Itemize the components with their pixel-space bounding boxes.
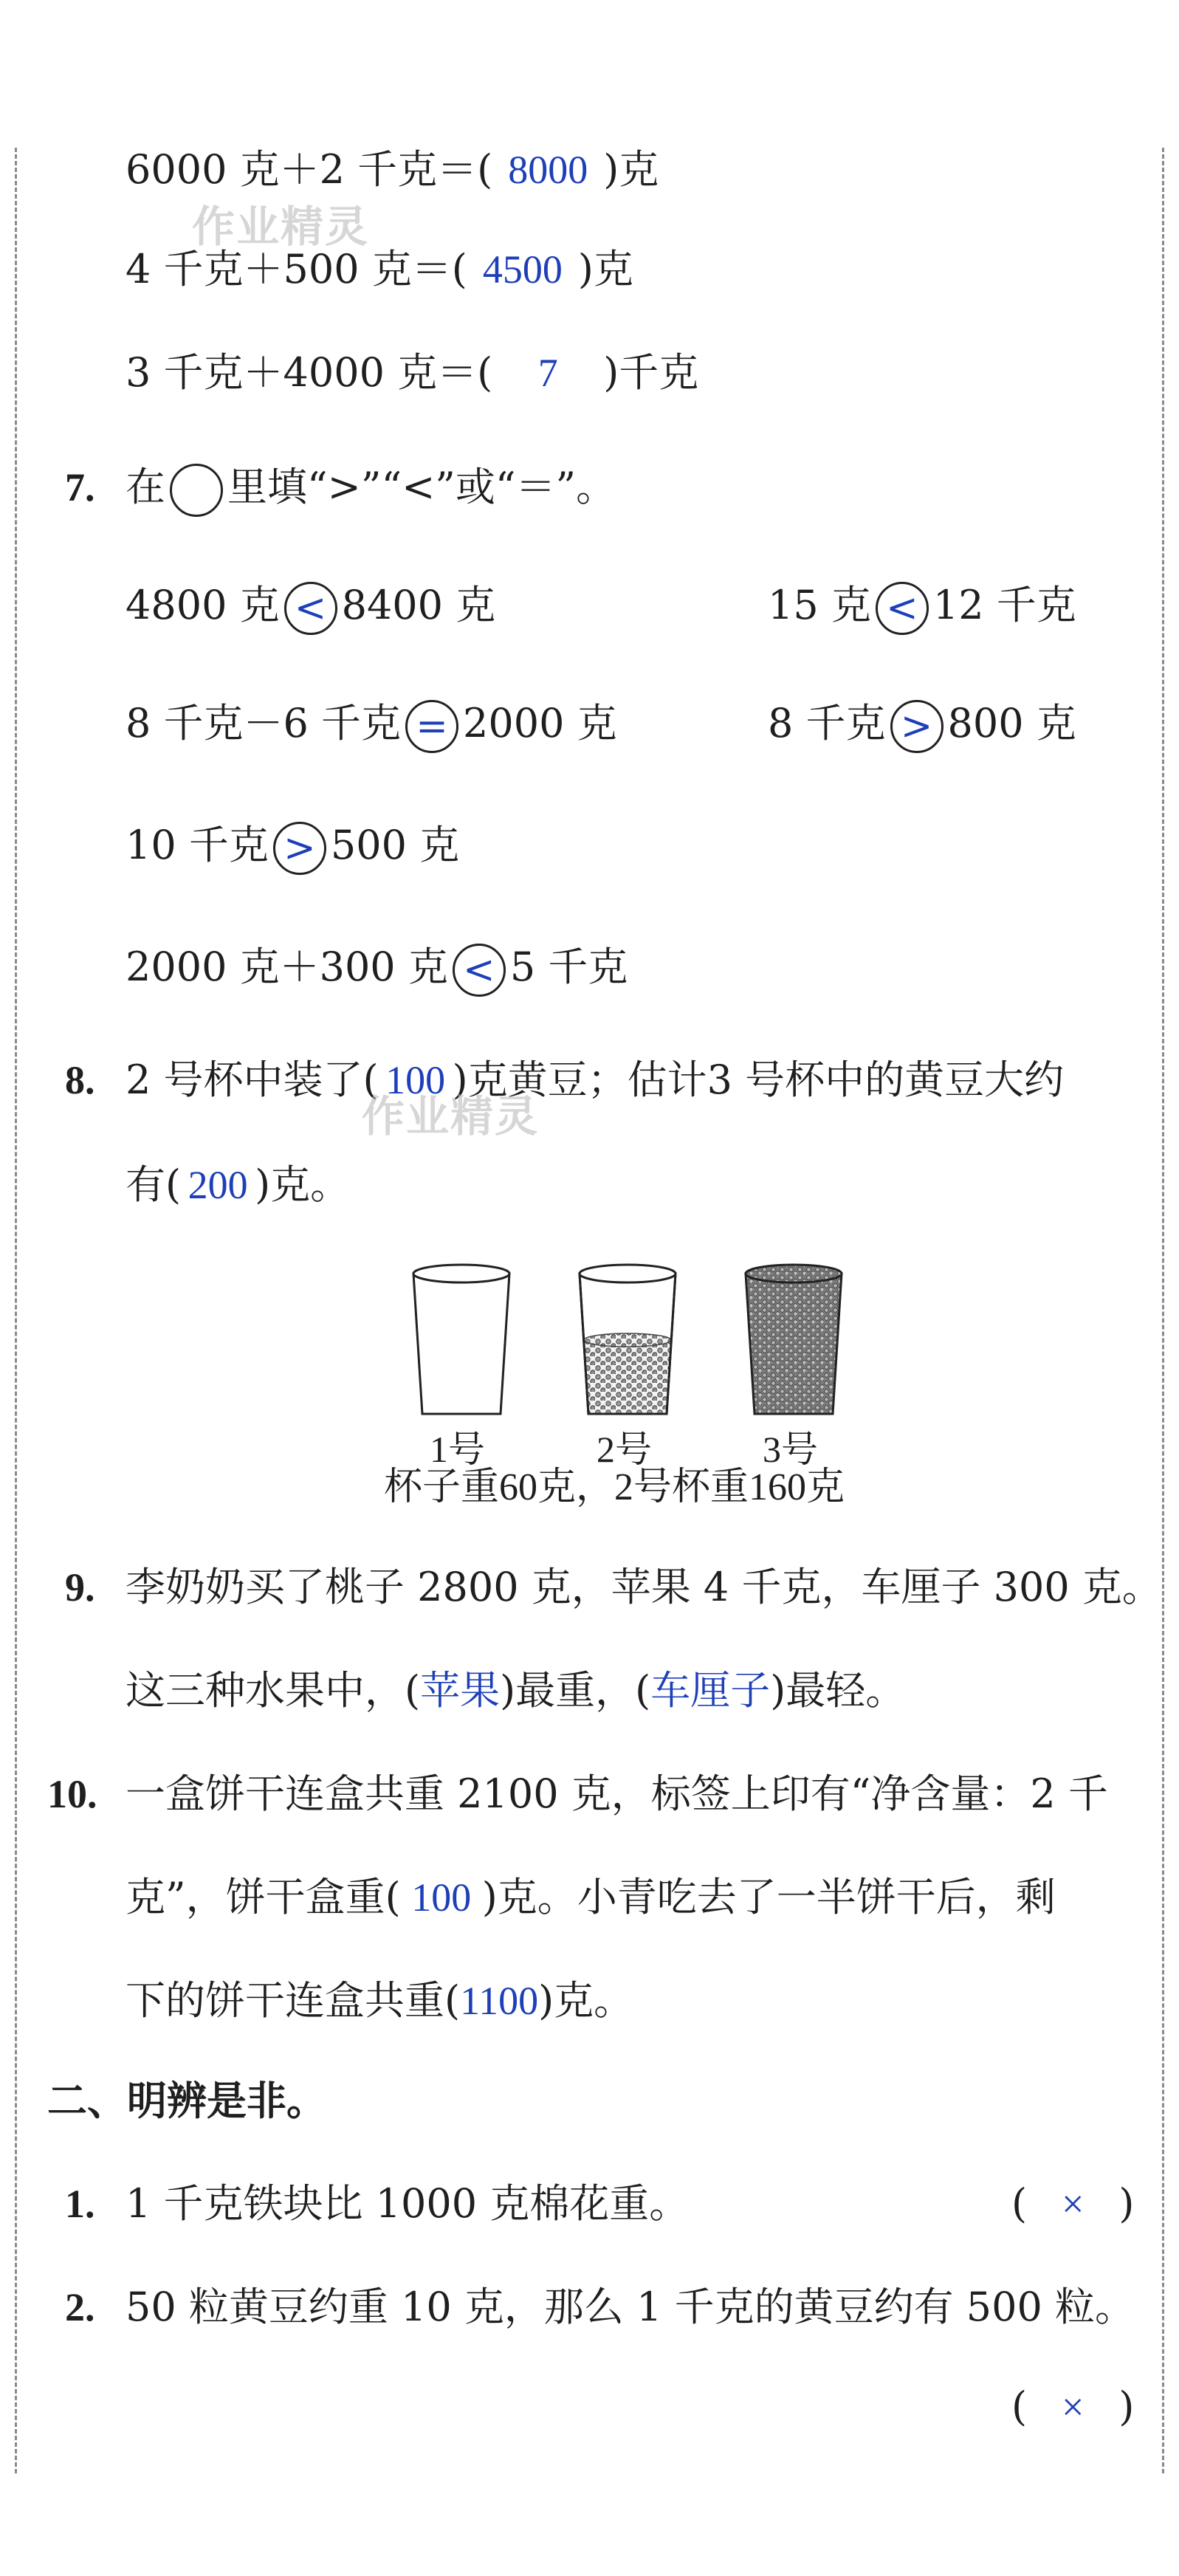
cup-3-icon bbox=[746, 1265, 842, 1414]
conversion-unit: )克 bbox=[603, 146, 659, 193]
judge-number-2: 2. bbox=[65, 2285, 95, 2329]
compare-sign-circle: > bbox=[890, 700, 943, 753]
cup-label-2: 2号 bbox=[597, 1429, 652, 1470]
watermark: 作业精灵 bbox=[192, 202, 370, 252]
answer-value: 8000 bbox=[508, 148, 588, 192]
compare-item-3 bbox=[126, 698, 617, 753]
question-number-9: 9. bbox=[65, 1565, 95, 1610]
compare-sign-circle: < bbox=[876, 582, 929, 635]
cup-2-icon bbox=[580, 1265, 676, 1414]
q8-text: )克。 bbox=[255, 1161, 351, 1208]
answer-value: 200 bbox=[188, 1163, 248, 1207]
compare-sign-circle: < bbox=[284, 582, 337, 635]
judge-answer-2: ( × ) bbox=[1011, 2381, 1134, 2433]
judge-number-1: 1. bbox=[65, 2182, 95, 2226]
right-margin-dashed-line bbox=[1162, 148, 1164, 2473]
conversion-unit: )千克 bbox=[603, 349, 699, 396]
conversion-line-2 bbox=[126, 244, 633, 295]
conversion-text: 3 千克＋4000 克＝( bbox=[126, 349, 493, 396]
cups-caption: 杯子重60克，2号杯重160克 bbox=[384, 1466, 845, 1508]
q7-prefix: 在 bbox=[126, 464, 165, 510]
answer-value: 1100 bbox=[460, 1979, 539, 2023]
q10-text: 下的饼干连盒共重( bbox=[126, 1977, 461, 2024]
answer-value: 7 bbox=[537, 351, 558, 395]
compare-item-1 bbox=[126, 580, 495, 635]
q10-text: )克。 bbox=[538, 1977, 634, 2024]
compare-item-5 bbox=[126, 820, 459, 875]
answer-value: × bbox=[1062, 2182, 1085, 2226]
compare-right: 800 克 bbox=[947, 700, 1076, 746]
compare-sign-circle: < bbox=[453, 944, 506, 997]
q8-line-2 bbox=[126, 1159, 350, 1211]
answer-value: 苹果 bbox=[420, 1669, 501, 1713]
conversion-text: 4 千克＋500 克＝( bbox=[126, 246, 467, 292]
left-margin-dashed-line bbox=[15, 148, 17, 2473]
answer-value: 100 bbox=[385, 1058, 446, 1102]
watermark: 作业精灵 bbox=[362, 1091, 540, 1141]
conversion-unit: )克 bbox=[577, 246, 633, 292]
question-number-8: 8. bbox=[65, 1058, 95, 1102]
section-title: 二、明辨是非。 bbox=[47, 2077, 326, 2124]
compare-left: 10 千克 bbox=[126, 822, 269, 868]
compare-left: 8 千克 bbox=[768, 700, 886, 746]
q10-line-1: 一盒饼干连盒共重 2100 克，标签上印有“净含量：2 千 bbox=[126, 1770, 1108, 1817]
question-number-7: 7. bbox=[65, 465, 95, 509]
q8-text: 有( bbox=[126, 1161, 182, 1208]
judge-statement-2: 50 粒黄豆约重 10 克，那么 1 千克的黄豆约有 500 粒。 bbox=[126, 2284, 1135, 2330]
q10-line-2 bbox=[126, 1872, 1056, 1923]
compare-right: 8400 克 bbox=[341, 582, 496, 628]
empty-circle-icon bbox=[170, 464, 223, 517]
compare-item-2 bbox=[768, 580, 1076, 635]
question-number-10: 10. bbox=[47, 1772, 97, 1816]
compare-item-4 bbox=[768, 698, 1076, 753]
compare-left: 4800 克 bbox=[126, 582, 280, 628]
conversion-text: 6000 克＋2 千克＝( bbox=[126, 146, 493, 193]
q7-prompt bbox=[126, 461, 616, 517]
conversion-line-3 bbox=[126, 347, 698, 399]
q9-line-1: 李奶奶买了桃子 2800 克，苹果 4 千克，车厘子 300 克。 bbox=[126, 1564, 1162, 1610]
compare-sign-circle: = bbox=[405, 700, 458, 753]
q10-text: )克。小青吃去了一半饼干后，剩 bbox=[481, 1874, 1056, 1920]
cup-label-3: 3号 bbox=[763, 1429, 818, 1470]
compare-right: 500 克 bbox=[330, 822, 460, 868]
cup-1-icon bbox=[413, 1265, 509, 1414]
answer-value: × bbox=[1062, 2385, 1085, 2429]
compare-left: 15 克 bbox=[768, 582, 871, 628]
compare-sign-circle: > bbox=[273, 822, 326, 875]
q8-text: )克黄豆；估计3 号杯中的黄豆大约 bbox=[452, 1057, 1065, 1103]
q9-text: )最轻。 bbox=[770, 1667, 906, 1714]
compare-right: 5 千克 bbox=[509, 944, 628, 990]
compare-right: 2000 克 bbox=[463, 700, 617, 746]
q9-line-2 bbox=[126, 1665, 905, 1717]
answer-value: 100 bbox=[411, 1875, 472, 1920]
judge-statement-1: 1 千克铁块比 1000 克棉花重。 bbox=[126, 2180, 690, 2227]
q9-text: 这三种水果中，( bbox=[126, 1667, 421, 1714]
conversion-line-1 bbox=[126, 144, 659, 196]
q8-text: 2 号杯中装了( bbox=[126, 1057, 379, 1103]
judge-answer-1: ( × ) bbox=[1011, 2178, 1134, 2230]
compare-item-6 bbox=[126, 941, 628, 997]
cup-label-1: 1号 bbox=[430, 1429, 485, 1470]
q9-text: )最重，( bbox=[500, 1667, 651, 1714]
q7-suffix: 里填“>”“<”或“＝”。 bbox=[227, 464, 616, 510]
q8-line-1 bbox=[126, 1054, 1064, 1106]
q10-line-3 bbox=[126, 1975, 633, 2027]
cups-illustration bbox=[399, 1259, 856, 1429]
compare-left: 8 千克－6 千克 bbox=[126, 700, 402, 746]
compare-right: 12 千克 bbox=[932, 582, 1076, 628]
answer-value: 4500 bbox=[482, 247, 563, 292]
answer-value: 车厘子 bbox=[650, 1669, 771, 1713]
compare-left: 2000 克＋300 克 bbox=[126, 944, 448, 990]
q10-text: 克”，饼干盒重( bbox=[126, 1874, 401, 1920]
